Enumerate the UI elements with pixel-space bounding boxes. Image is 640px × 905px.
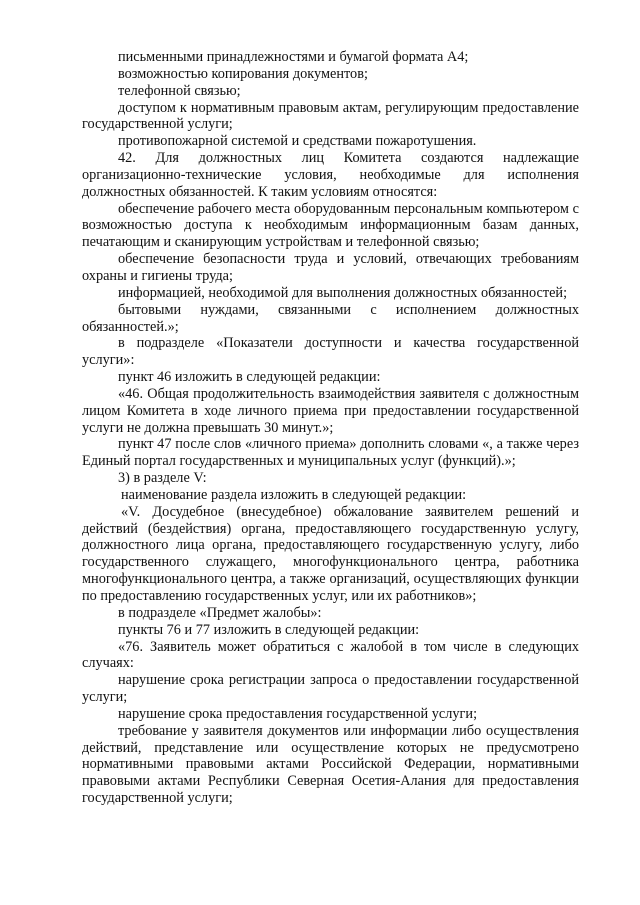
paragraph-16: наименование раздела изложить в следующей редакции: [121, 486, 467, 503]
document-page [82, 49, 579, 807]
paragraph-23: требование у заявителя документов или информации либо осуществления действий, представление или осуществление которых не предусмотрено нормативными правовыми актами Российской Федерации, нормативными правовыми актами Республики Северная Осетия-Алания для предоставления государственной услуги; [82, 722, 579, 807]
paragraph-22: нарушение срока предоставления государственной услуги; [118, 705, 478, 722]
paragraph-14: пункт 47 после слов «личного приема» дополнить словами «, а также через Единый портал государственных и муниципальных услуг (функций).»; [82, 436, 579, 470]
paragraph-2: возможностью копирования документов; [118, 65, 368, 82]
paragraph-12: пункт 46 изложить в следующей редакции: [118, 369, 381, 386]
paragraph-20: «76. Заявитель может обратиться с жалобой в том числе в следующих случаях: [82, 638, 579, 672]
paragraph-13: «46. Общая продолжительность взаимодействия заявителя с должностным лицом Комитета в ходе личного приема при предоставлении государственной услуги не должна превышать 30 минут.»; [82, 385, 579, 436]
paragraph-8: обеспечение безопасности труда и условий, отвечающих требованиям охраны и гигиены труда; [82, 251, 579, 284]
paragraph-5: противопожарной системой и средствами пожаротушения. [118, 133, 477, 150]
paragraph-6: 42. Для должностных лиц Комитета создаются надлежащие организационно-технические условия, необходимые для исполнения должностных обязанностей. К таким условиям относятся: [82, 150, 579, 200]
paragraph-11: в подразделе «Показатели доступности и качества государственной услуги»: [82, 335, 579, 369]
paragraph-17: «V. Досудебное (внесудебное) обжалование заявителем решений и действий (бездействия) органа, предоставляющего государственную услугу, должностного лица органа, предоставляющего государственную услугу, либо государственного служащего, многофункционального центра, работника многофункционального центра, а также организаций, осуществляющих функции по предоставлению государственных услуг, или их работников»; [82, 503, 579, 604]
paragraph-10: бытовыми нуждами, связанными с исполнением должностных обязанностей.»; [82, 301, 579, 335]
paragraph-4: доступом к нормативным правовым актам, регулирующим предоставление государственной услуги; [82, 99, 579, 133]
paragraph-1: письменными принадлежностями и бумагой формата А4; [118, 49, 469, 65]
paragraph-19: пункты 76 и 77 изложить в следующей редакции: [118, 621, 420, 638]
paragraph-21: нарушение срока регистрации запроса о предоставлении государственной услуги; [82, 672, 579, 706]
paragraph-3: телефонной связью; [118, 82, 241, 99]
paragraph-7: обеспечение рабочего места оборудованным персональным компьютером с возможностью доступа к необходимым информационным базам данных, печатающим и сканирующим устройствам и телефонной связью; [82, 200, 579, 251]
paragraph-15: 3) в разделе V: [118, 470, 207, 487]
paragraph-9: информацией, необходимой для выполнения должностных обязанностей; [118, 284, 568, 301]
paragraph-18: в подразделе «Предмет жалобы»: [118, 604, 322, 621]
